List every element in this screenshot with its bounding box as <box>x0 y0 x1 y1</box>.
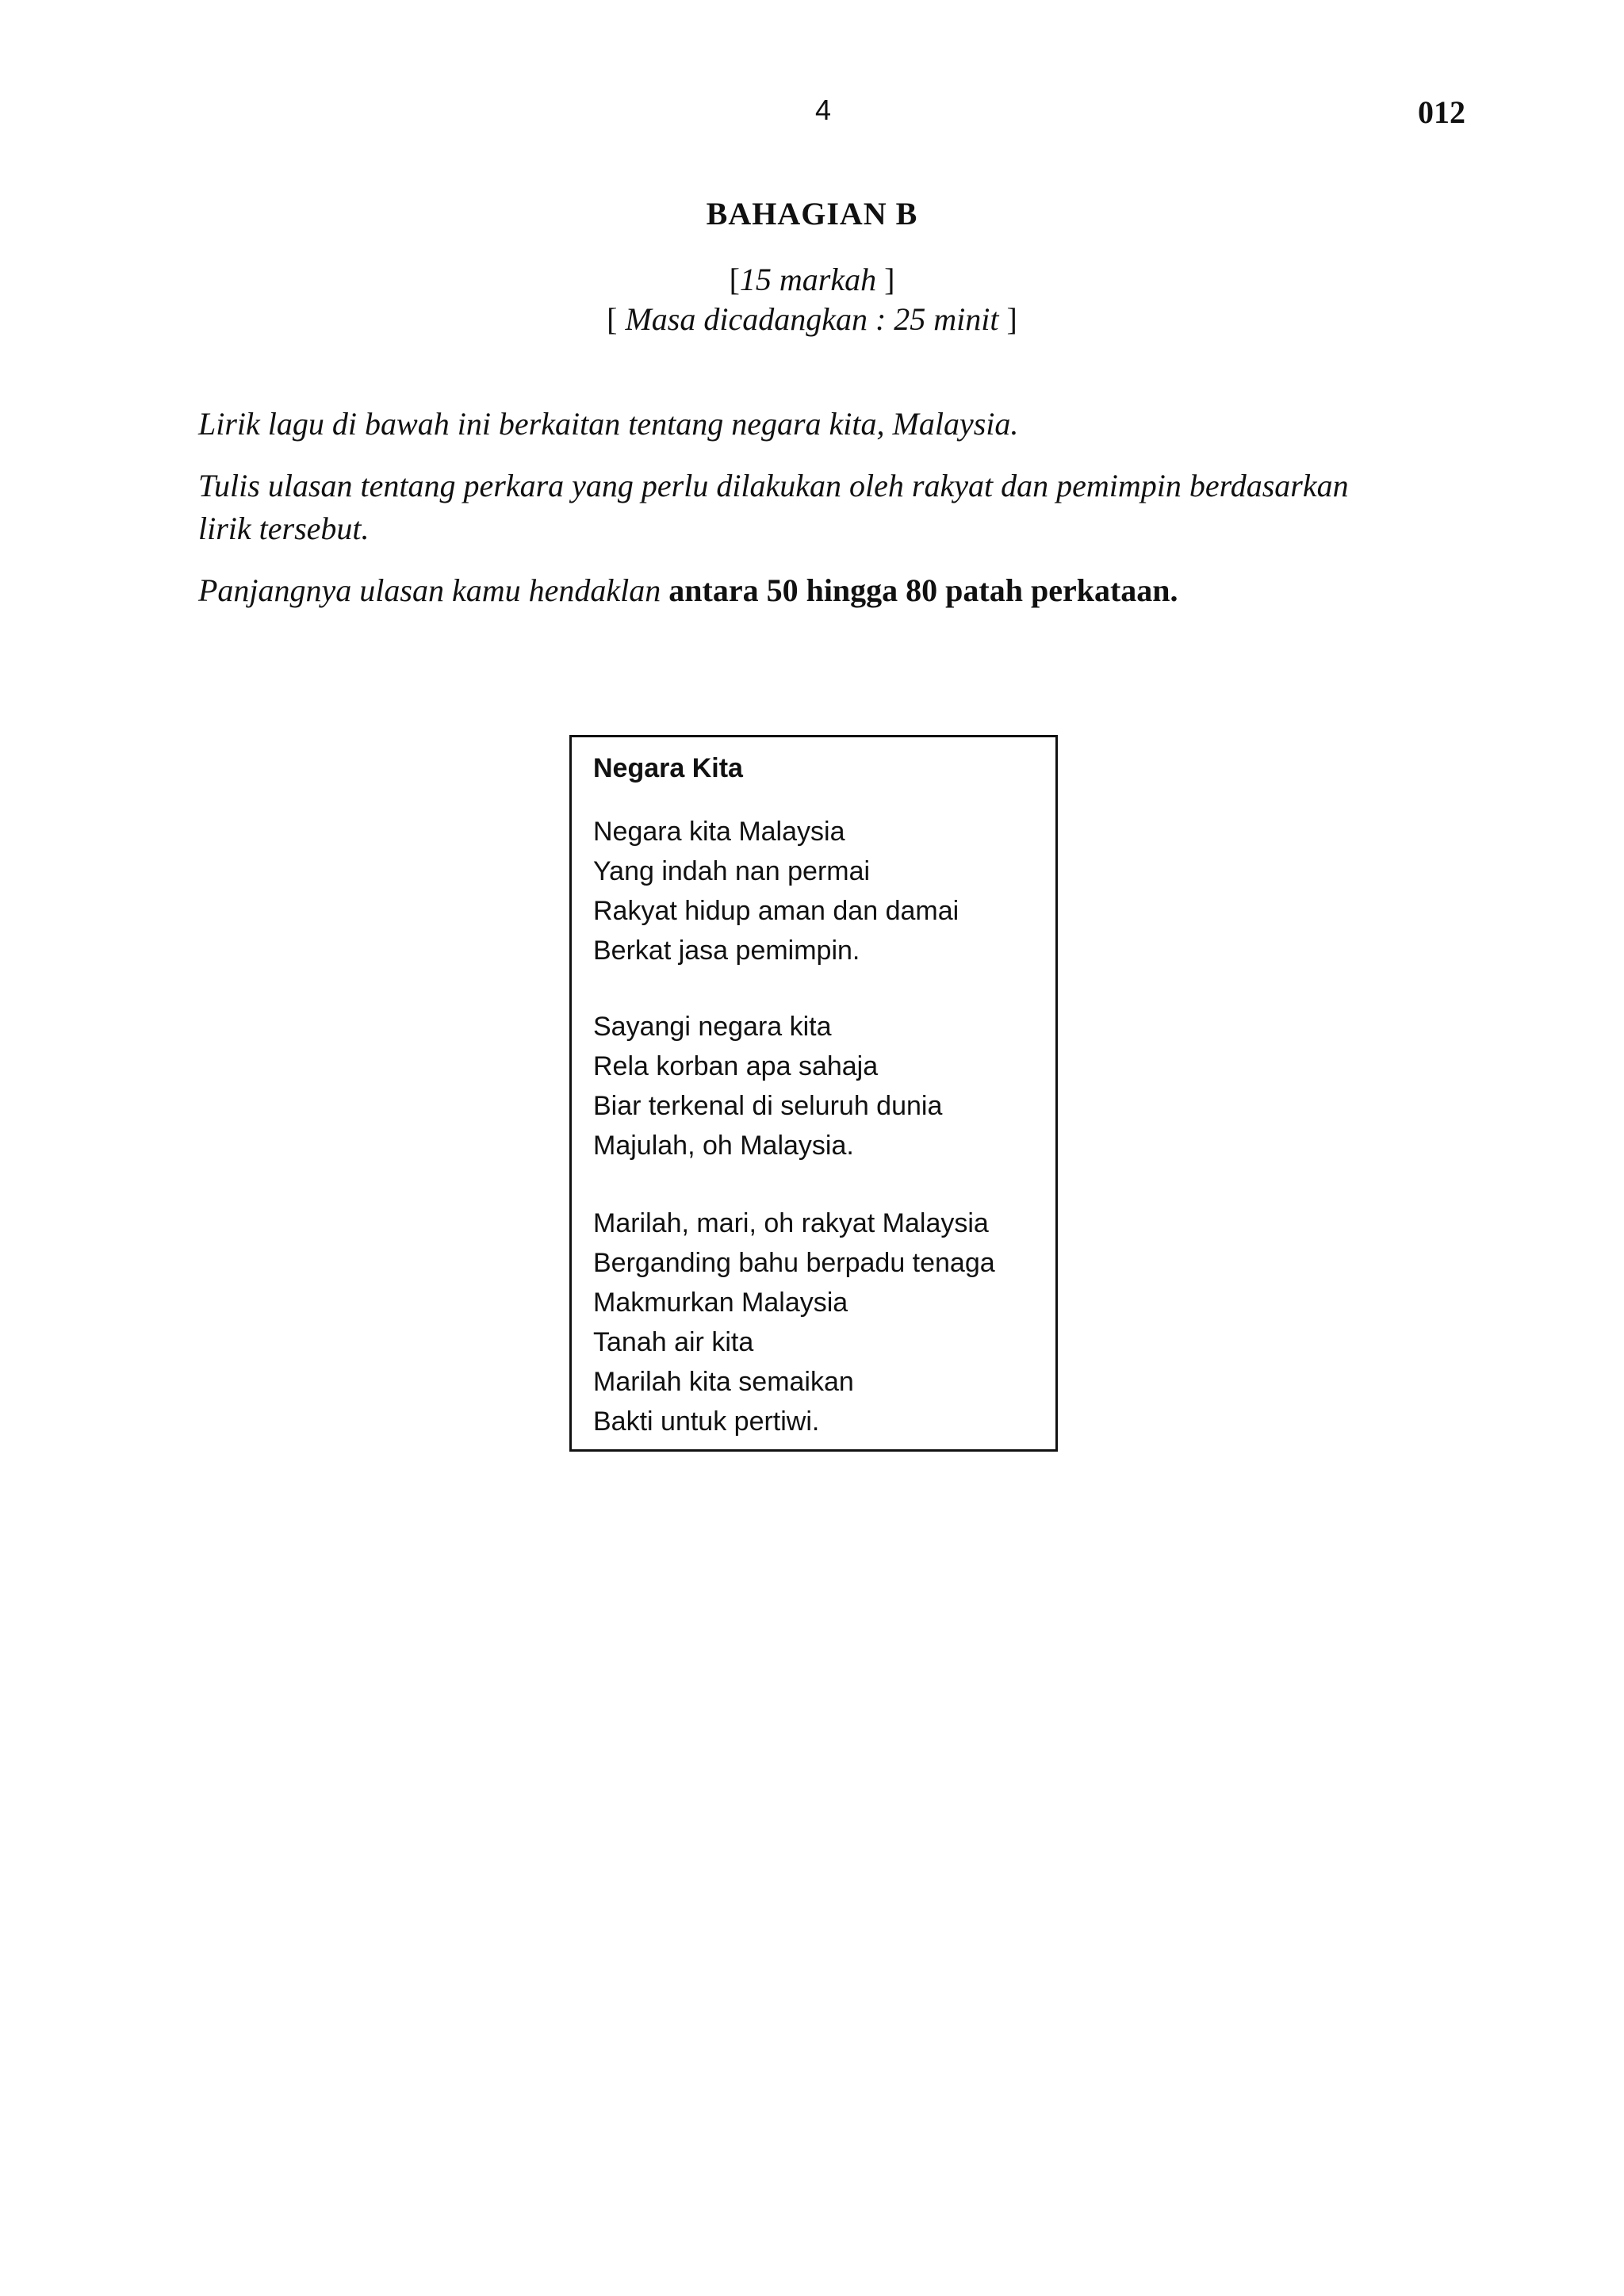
lyric-line: Biar terkenal di seluruh dunia <box>593 1091 943 1121</box>
bracket-open: [ <box>729 262 740 297</box>
section-meta <box>0 260 1624 339</box>
lyric-line: Tanah air kita <box>593 1327 754 1357</box>
lyric-line: Yang indah nan permai <box>593 856 871 886</box>
bracket-close: ] <box>998 301 1017 337</box>
lyrics-title: Negara Kita <box>593 753 743 783</box>
lyric-line: Rakyat hidup aman dan damai <box>593 896 959 926</box>
instruction-3 <box>198 569 1404 612</box>
stanza-2 <box>593 1007 942 1165</box>
lyric-line: Majulah, oh Malaysia. <box>593 1131 854 1161</box>
page-number: 4 <box>814 94 832 126</box>
bracket-close: ] <box>876 262 895 297</box>
lyric-line: Marilah kita semaikan <box>593 1367 854 1397</box>
lyric-line: Bakti untuk pertiwi. <box>593 1406 820 1437</box>
lyric-line: Sayangi negara kita <box>593 1012 832 1042</box>
lyrics-box <box>569 735 1058 1452</box>
section-title: BAHAGIAN B <box>706 196 918 232</box>
stanza-3 <box>593 1203 995 1441</box>
instruction-2: Tulis ulasan tentang perkara yang perlu dilakukan oleh rakyat dan pemimpin berdasarkan lirik tersebut. <box>198 468 1349 546</box>
instruction-3-italic: Panjangnya ulasan kamu hendaklan <box>198 572 669 608</box>
time-text: Masa dicadangkan : 25 minit <box>625 301 999 337</box>
lyric-line: Berkat jasa pemimpin. <box>593 936 860 966</box>
lyric-line: Makmurkan Malaysia <box>593 1288 848 1318</box>
bracket-open: [ <box>607 301 626 337</box>
paper-code: 012 <box>1418 94 1465 130</box>
marks-line <box>0 260 1624 300</box>
lyric-line: Negara kita Malaysia <box>593 817 845 847</box>
marks-text: 15 markah <box>739 262 877 297</box>
instruction-1: Lirik lagu di bawah ini berkaitan tentang negara kita, Malaysia. <box>198 406 1019 442</box>
lyric-line: Marilah, mari, oh rakyat Malaysia <box>593 1208 989 1238</box>
stanza-1 <box>593 812 959 970</box>
instruction-3-bold: antara 50 hingga 80 patah perkataan. <box>668 572 1178 608</box>
lyric-line: Rela korban apa sahaja <box>593 1051 879 1081</box>
time-line <box>0 300 1624 339</box>
lyric-line: Berganding bahu berpadu tenaga <box>593 1248 995 1278</box>
